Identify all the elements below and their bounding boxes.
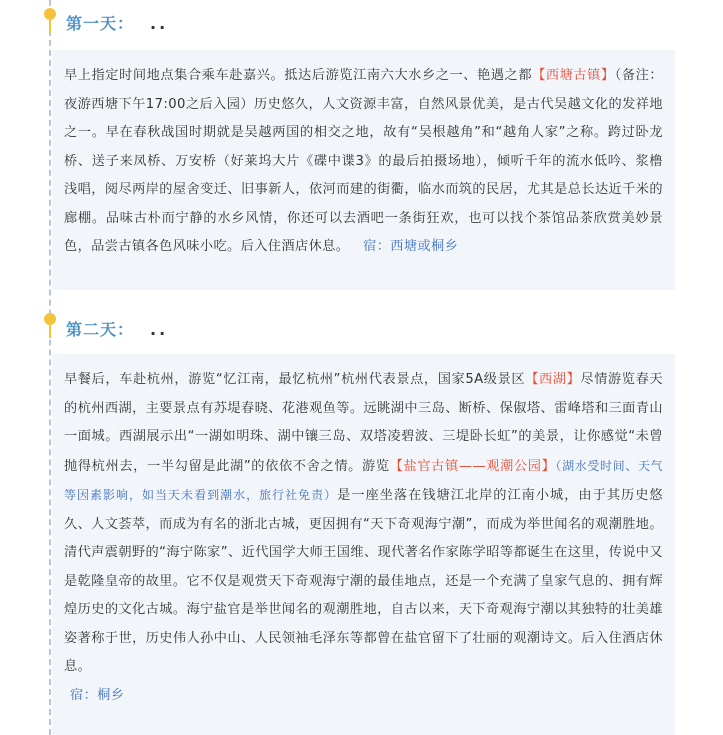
day2-highlight-yanguan: 【盐官古镇——观潮公园】: [389, 458, 556, 474]
day2-text-c: 是一座坐落在钱塘江北岸的江南小城，由于其历史悠久、人文荟萃，而成为有名的浙北古城，更因拥有“天下奇观海宁潮”，而成为举世闻名的观潮胜地。清代声震朝野的“海宁陈家”、近代国学大师王国维、现代著名作家陈学昭等都诞生在这里，传说中又是乾隆皇帝的故里。它不仅是观赏天下奇观海宁潮的最佳地点，还是一个充满了皇家气息的、拥有辉煌历史的文化古城。海宁盐官是举世闻名的观潮胜地，自古以来，天下奇观海宁潮以其独特的壮美雄姿著称于世，历史伟人孙中山、人民领袖毛泽东等都曾在盐官留下了壮丽的观潮诗文。后入住酒店休息。: [64, 488, 663, 674]
day1-dots: ..: [150, 14, 169, 33]
pin-icon: [44, 8, 56, 34]
day1-text-a: 早上指定时间地点集合乘车赴嘉兴。抵达后游览江南六大水乡之一、艳遇之都: [64, 68, 533, 83]
day2-description: [64, 366, 663, 710]
day2-title: 第二天：: [66, 320, 135, 339]
day1-title: 第一天：: [66, 14, 135, 33]
day1-highlight: 【西塘古镇】: [532, 68, 615, 83]
day2-text-b: 尽情游览春天的杭州西湖，主要景点有苏堤春晓、花港观鱼等。远眺湖中三岛、断桥、保俶塔、雷峰塔和三面青山一面城。西湖展示出“一湖如明珠、湖中镶三岛、双塔凌碧波、三堤卧长虹”的美景，让你感觉“未曾抛得杭州去，一半勾留是此湖”的依依不舍之情。游览: [64, 372, 664, 474]
day2-text-a: 早餐后，车赴杭州，游览“忆江南，最忆杭州”杭州代表景点，国家5A级景区: [64, 372, 526, 387]
timeline-line: [49, 0, 51, 735]
day2-highlight-westlake: 【西湖】: [525, 372, 581, 387]
day2-tide-note: （湖水受时间、天气等因素影响，如当天未看到潮水，旅行社免责）: [64, 458, 663, 502]
pin-icon: [44, 313, 56, 339]
day2-dots: ..: [150, 320, 169, 339]
day2-accommodation: 宿：桐乡: [70, 687, 125, 703]
day2-itinerary-card: [52, 354, 675, 735]
day1-text-b: （备注：夜游西塘下午17:00之后入园）历史悠久，人文资源丰富，自然风景优美，是古代吴越文化的发祥地之一。早在春秋战国时期就是吴越两国的相交之地，故有“吴根越角”和“越角人家”之称。跨过卧龙桥、送子来凤桥、万安桥（好莱坞大片《碟中谍3》的最后拍摄场地），倾听千年的流水低吟、浆橹浅唱，阅尽两岸的屋舍变迁、旧事新人，依河而建的街衢，临水而筑的民居，尤其是总长达近千米的廊棚。品味古朴而宁静的水乡风情，你还可以去酒吧一条街狂欢，也可以找个茶馆品茶欣赏美妙景色，品尝古镇各色风味小吃。后入住酒店休息。: [64, 68, 663, 254]
day1-accommodation: 宿：西塘或桐乡: [363, 239, 459, 254]
day1-itinerary-card: [52, 50, 675, 290]
day1-description: [64, 62, 663, 262]
